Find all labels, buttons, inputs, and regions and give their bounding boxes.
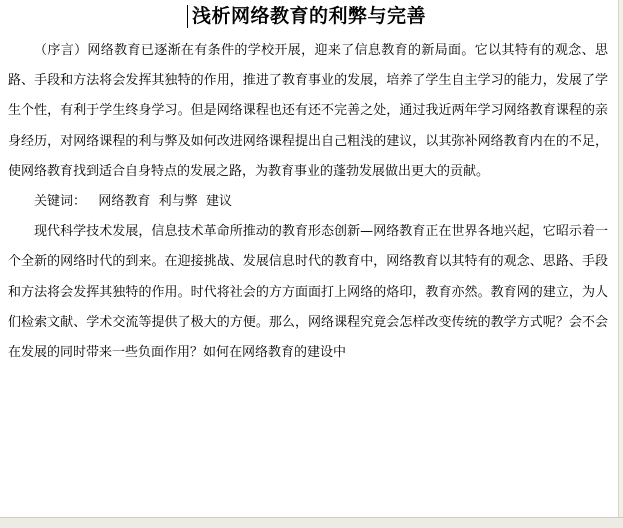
window-right-edge	[618, 0, 623, 528]
document-title	[192, 3, 426, 29]
title-area	[0, 3, 618, 31]
document-title-text: 浅析网络教育的利弊与完善	[191, 5, 426, 27]
body-paragraph: 现代科学技术发展，信息技术革命所推动的教育形态创新—网络教育正在世界各地兴起，它昭示着一个全新的网络时代的到来。在迎接挑战、发展信息时代的教育中，网络教育以其特有的观念、思路、手段和方法将会发挥其独特的作用。时代将社会的方方面面打上网络的烙印，教育亦然。教育网的建立，为人们检索文献、学术交流等提供了极大的方便。那么，网络课程究竟会怎样改变传统的教学方式呢？会不会在发展的同时带来一些负面作用？如何在网络教育的建设中	[8, 224, 608, 361]
keywords-list: 网络教育 利与弊 建议	[98, 194, 232, 210]
keywords-label: 关键词：	[34, 194, 87, 210]
text-cursor	[187, 5, 188, 28]
document-body	[8, 36, 608, 368]
keywords-line	[8, 187, 608, 217]
window-status-bar	[0, 517, 623, 528]
preface-paragraph: （序言）网络教育已逐渐在有条件的学校开展，迎来了信息教育的新局面。它以其特有的观念、思路、手段和方法将会发挥其独特的作用，推进了教育事业的发展，培养了学生自主学习的能力，发展了学生个性，有利于学生终身学习。但是网络课程也还有还不完善之处，通过我近两年学习网络教育课程的亲身经历，对网络课程的利与弊及如何改进网络课程提出自己粗浅的建议，以其弥补网络教育内在的不足，使网络教育找到适合自身特点的发展之路，为教育事业的蓬勃发展做出更大的贡献。	[8, 43, 608, 179]
